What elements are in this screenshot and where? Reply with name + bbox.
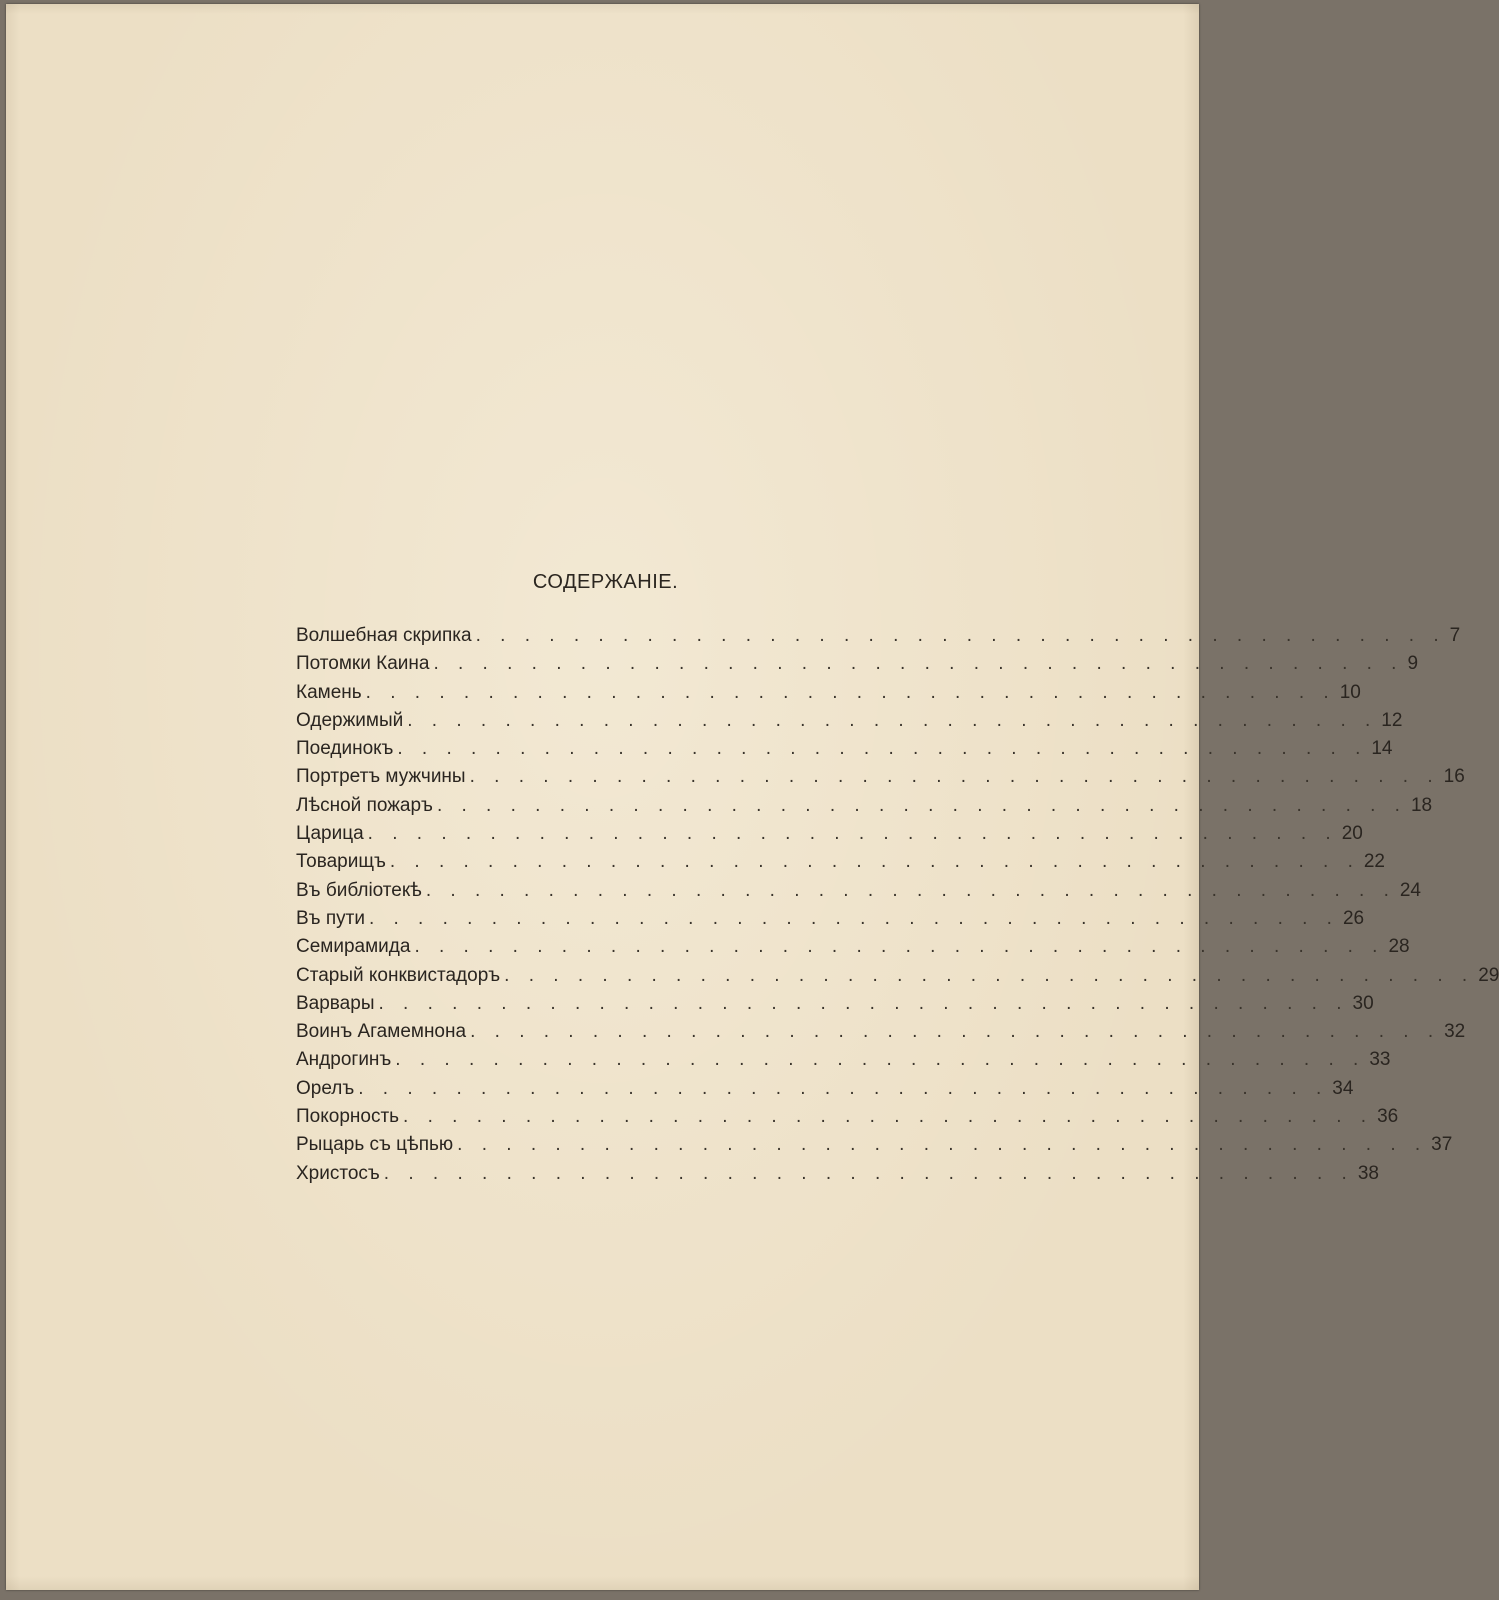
toc-entry-title: Въ пути <box>296 907 365 929</box>
toc-entry-page: 33 <box>1369 1049 1391 1071</box>
toc-entry-title: Андрогинъ <box>296 1049 392 1071</box>
leader-dots: . . . . . . . . . . . . . . . . . . . . . . . . . . . . . . . . . . . . . . . . <box>367 823 1338 845</box>
toc-entry-page: 30 <box>1352 992 1374 1014</box>
leader-dots: . . . . . . . . . . . . . . . . . . . . . . . . . . . . . . . . . . . . . . . . <box>358 1077 1329 1099</box>
toc-entry-title: Камень <box>296 681 362 703</box>
toc-entry-page: 37 <box>1431 1134 1453 1156</box>
toc-entry-page: 7 <box>1449 625 1461 646</box>
toc-entry-page: 12 <box>1381 709 1403 731</box>
leader-dots: . . . . . . . . . . . . . . . . . . . . . . . . . . . . . . . . . . . . . . . . <box>389 851 1360 873</box>
toc-entry-title: Лѣсной пожаръ <box>296 794 433 816</box>
toc-entry <box>296 794 1433 823</box>
toc-entry <box>296 1077 1354 1106</box>
toc-entry-title: Христосъ <box>296 1162 380 1184</box>
toc-entry-page: 9 <box>1407 653 1419 675</box>
toc-entry-page: 36 <box>1377 1106 1399 1128</box>
leader-dots: . . . . . . . . . . . . . . . . . . . . . . . . . . . . . . . . . . . . . . . . <box>425 879 1396 901</box>
leader-dots: . . . . . . . . . . . . . . . . . . . . . . . . . . . . . . . . . . . . . . . . <box>475 625 1446 646</box>
toc-entry <box>296 738 1393 766</box>
toc-entry-title: Рыцарь съ цѣпью <box>296 1134 454 1156</box>
leader-dots: . . . . . . . . . . . . . . . . . . . . . . . . . . . . . . . . . . . . . . . . <box>395 1049 1366 1071</box>
leader-dots: . . . . . . . . . . . . . . . . . . . . . . . . . . . . . . . . . . . . . . . . <box>436 794 1407 816</box>
toc-entry <box>296 625 1461 653</box>
toc-entry-page: 29 <box>1478 964 1499 986</box>
toc-entry-page: 22 <box>1363 851 1385 873</box>
toc-entry <box>296 1162 1379 1191</box>
toc-entry-title: Семирамида <box>296 936 411 958</box>
toc-entry <box>296 992 1374 1021</box>
contents-title: СОДЕРЖАНІЕ. <box>532 571 679 593</box>
leader-dots: . . . . . . . . . . . . . . . . . . . . . . . . . . . . . . . . . . . . . . . . <box>383 1162 1354 1184</box>
toc-entry <box>296 823 1363 851</box>
toc-entry <box>296 964 1499 993</box>
toc-entry-page: 20 <box>1341 823 1363 845</box>
toc-entry <box>296 1106 1399 1134</box>
leader-dots: . . . . . . . . . . . . . . . . . . . . . . . . . . . . . . . . . . . . . . . . <box>470 1021 1441 1043</box>
toc-entry <box>296 681 1361 710</box>
toc-entry-title: Въ библіотекѣ <box>296 879 422 901</box>
toc-entry-title: Портретъ мужчины <box>296 766 466 788</box>
toc-entry <box>296 709 1403 738</box>
toc-entry <box>296 653 1419 681</box>
leader-dots: . . . . . . . . . . . . . . . . . . . . . . . . . . . . . . . . . . . . . . . . <box>407 709 1378 731</box>
leader-dots: . . . . . . . . . . . . . . . . . . . . . . . . . . . . . . . . . . . . . . . . <box>457 1134 1428 1156</box>
toc-entry-title: Потомки Каина <box>296 653 430 675</box>
leader-dots: . . . . . . . . . . . . . . . . . . . . . . . . . . . . . . . . . . . . . . . . <box>403 1106 1374 1128</box>
toc-entry <box>296 1134 1453 1162</box>
toc-entry-page: 28 <box>1388 936 1410 958</box>
toc-entry-title: Одержимый <box>296 709 404 731</box>
toc-entry <box>296 879 1421 908</box>
toc-entry-title: Воинъ Агамемнона <box>296 1021 467 1043</box>
toc-entry-page: 14 <box>1371 738 1393 760</box>
leader-dots: . . . . . . . . . . . . . . . . . . . . . . . . . . . . . . . . . . . . . . . . <box>378 992 1349 1014</box>
leader-dots: . . . . . . . . . . . . . . . . . . . . . . . . . . . . . . . . . . . . . . . . <box>433 653 1404 675</box>
leader-dots: . . . . . . . . . . . . . . . . . . . . . . . . . . . . . . . . . . . . . . . . <box>504 964 1475 986</box>
toc-entry-title: Покорность <box>296 1106 400 1128</box>
table-of-contents <box>296 625 1499 1191</box>
leader-dots: . . . . . . . . . . . . . . . . . . . . . . . . . . . . . . . . . . . . . . . . <box>397 738 1368 760</box>
leader-dots: . . . . . . . . . . . . . . . . . . . . . . . . . . . . . . . . . . . . . . . . <box>414 936 1385 958</box>
toc-entry-title: Товарищъ <box>296 851 386 873</box>
toc-entry-title: Старый конквистадоръ <box>296 964 501 986</box>
toc-entry-page: 16 <box>1443 766 1465 788</box>
toc-entry-page: 24 <box>1399 879 1421 901</box>
leader-dots: . . . . . . . . . . . . . . . . . . . . . . . . . . . . . . . . . . . . . . . . <box>365 681 1336 703</box>
toc-entry <box>296 1049 1391 1077</box>
toc-entry-page: 18 <box>1410 794 1433 816</box>
toc-entry-page: 38 <box>1357 1162 1379 1184</box>
toc-entry-page: 26 <box>1342 907 1365 929</box>
toc-entry-title: Поединокъ <box>296 738 394 760</box>
toc-entry-title: Варвары <box>296 992 375 1014</box>
toc-entry <box>296 851 1385 879</box>
toc-entry <box>296 936 1410 964</box>
toc-entry-title: Царица <box>296 823 364 845</box>
toc-entry-page: 34 <box>1332 1077 1354 1099</box>
toc-entry-page: 10 <box>1339 681 1361 703</box>
toc-entry <box>296 1021 1466 1049</box>
leader-dots: . . . . . . . . . . . . . . . . . . . . . . . . . . . . . . . . . . . . . . . . <box>469 766 1440 788</box>
leader-dots: . . . . . . . . . . . . . . . . . . . . . . . . . . . . . . . . . . . . . . . . <box>368 907 1339 929</box>
toc-entry-title: Волшебная скрипка <box>296 625 472 646</box>
toc-entry <box>296 907 1365 936</box>
toc-entry-page: 32 <box>1444 1021 1466 1043</box>
toc-entry <box>296 766 1465 794</box>
toc-entry-title: Орелъ <box>296 1077 355 1099</box>
